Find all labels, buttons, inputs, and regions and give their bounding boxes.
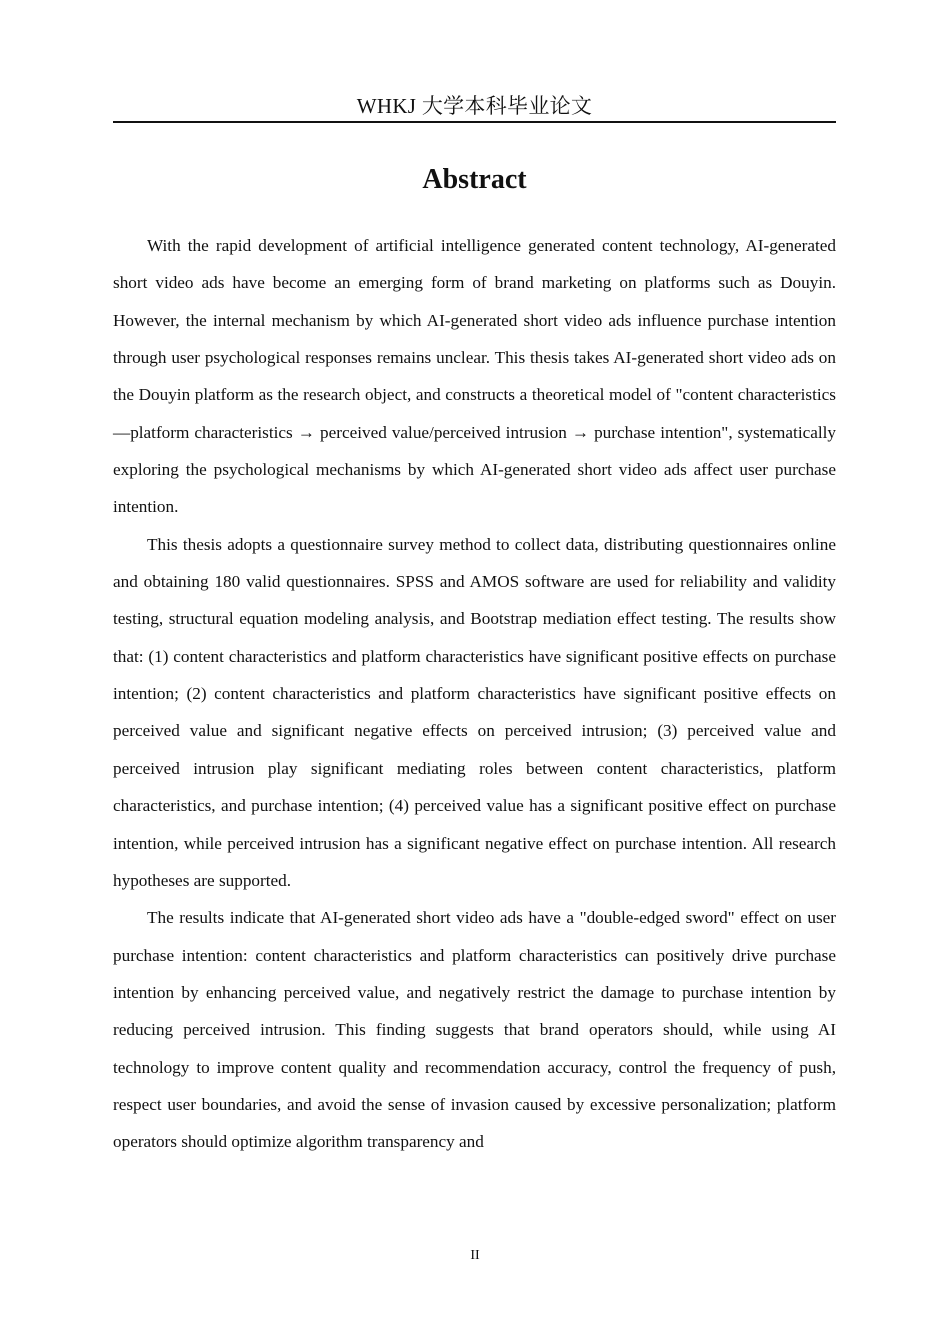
abstract-body	[113, 227, 836, 1161]
abstract-paragraph-2: This thesis adopts a questionnaire survey method to collect data, distributing questionnaires online and obtaining 180 valid questionnaires. SPSS and AMOS software are used for reliability and validity testing, structural equation modeling analysis, and Bootstrap mediation effect testing. The results show that: (1) content characteristics and platform characteristics have significant positive effects on purchase intention; (2) content characteristics and platform characteristics have significant positive effects on perceived value and significant negative effects on perceived intrusion; (3) perceived value and perceived intrusion play significant mediating roles between content characteristics, platform characteristics, and purchase intention; (4) perceived value has a significant positive effect on purchase intention, while perceived intrusion has a significant negative effect on purchase intention. All research hypotheses are supported.	[113, 534, 836, 890]
running-header: WHKJ 大学本科毕业论文	[356, 94, 593, 118]
abstract-paragraph-3: The results indicate that AI-generated short video ads have a "double-edged sword" effect on user purchase intention: content characteristics and platform characteristics can positively drive purchase intention by enhancing perceived value, and negatively restrict the damage to purchase intention by reducing perceived intrusion. This finding suggests that brand operators should, while using AI technology to improve content quality and recommendation accuracy, control the frequency of push, respect user boundaries, and avoid the sense of invasion caused by excessive personalization; platform operators should optimize algorithm transparency and	[113, 908, 836, 1152]
page-title: Abstract	[422, 164, 527, 195]
abstract-paragraph-1: With the rapid development of artificial intelligence generated content technology, AI-generated short video ads have become an emerging form of brand marketing on platforms such as Douyin. However, the internal mechanism by which AI-generated short video ads influence purchase intention through user psychological responses remains unclear. This thesis takes AI-generated short video ads on the Douyin platform as the research object, and constructs a theoretical model of "content characteristics—platform characteristics → perceived value/perceived intrusion → purchase intention", systematically exploring the psychological mechanisms by which AI-generated short video ads affect user purchase intention.	[113, 236, 836, 517]
page-number: II	[470, 1248, 480, 1263]
header-rule	[113, 121, 836, 123]
